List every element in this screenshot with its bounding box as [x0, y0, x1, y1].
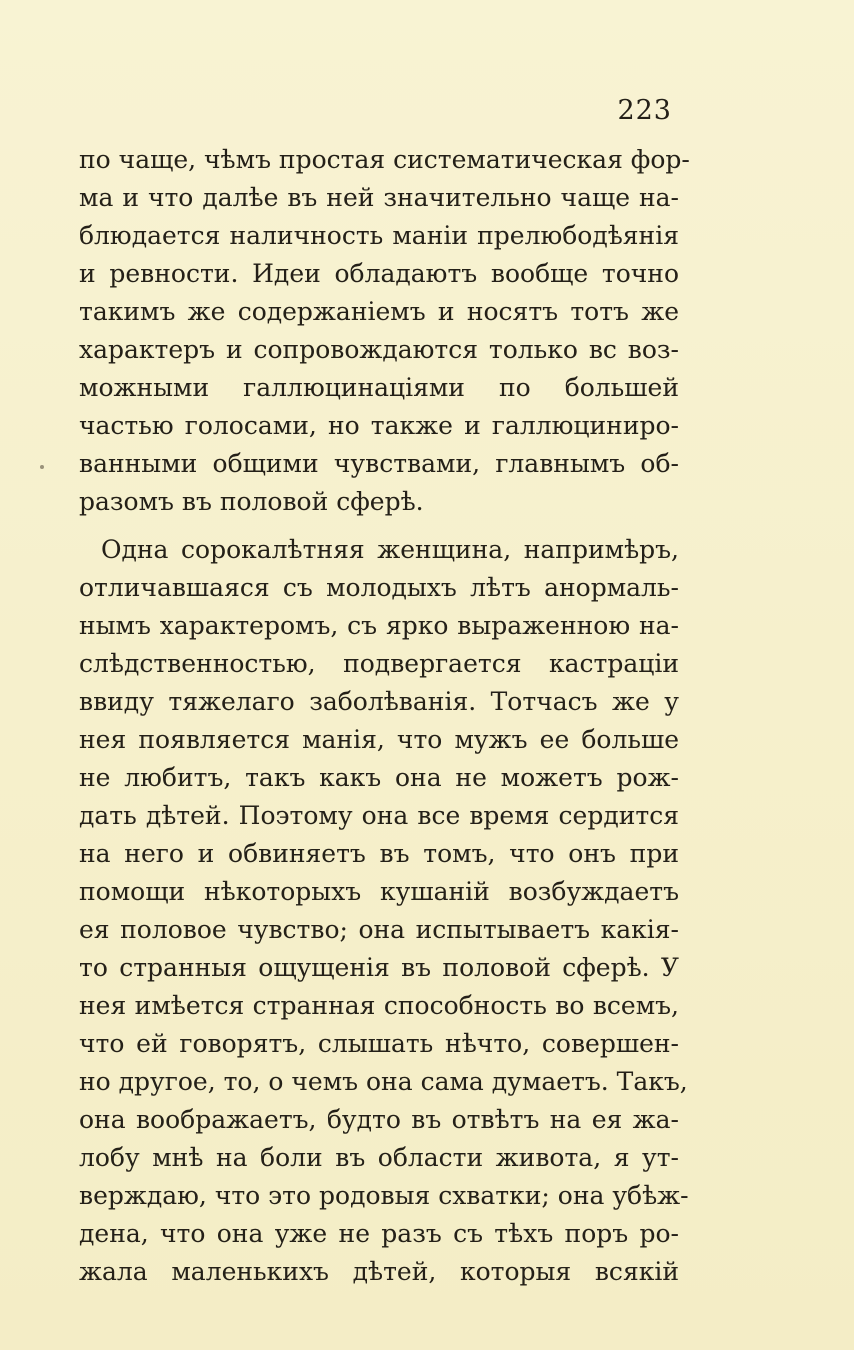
text-line: ма и что далѣе въ ней значительно чаще на- [79, 183, 679, 212]
text-line: разомъ въ половой сферѣ. [79, 487, 424, 516]
text-line: такимъ же содержаніемъ и носятъ тотъ же [79, 297, 679, 326]
text-line: ванными общими чувствами, главнымъ об- [79, 449, 679, 478]
paragraph-gap [79, 521, 679, 531]
text-line: слѣдственностью, подвергается кастраціи [79, 649, 679, 678]
margin-mark [40, 465, 44, 469]
text-line: помощи нѣкоторыхъ кушаній возбуждаетъ [79, 877, 679, 906]
text-line: верждаю, что это родовыя схватки; она убѣж- [79, 1181, 689, 1210]
paragraph-2 [79, 531, 689, 1291]
text-line: нымъ характеромъ, съ ярко выраженною на- [79, 611, 679, 640]
text-line: по чаще, чѣмъ простая систематическая фор- [79, 145, 690, 174]
text-line: характеръ и сопровождаются только вс воз- [79, 335, 679, 364]
text-line: нея имѣется странная способность во всемъ, [79, 991, 679, 1020]
text-line: ея половое чувство; она испытываетъ какія- [79, 915, 679, 944]
text-line: отличавшаяся съ молодыхъ лѣтъ анормаль- [79, 573, 679, 602]
text-line: частью голосами, но также и галлюциниро- [79, 411, 679, 440]
page-number: 223 [617, 95, 672, 126]
text-line: и ревности. Идеи обладаютъ вообще точно [79, 259, 679, 288]
text-line: блюдается наличность маніи прелюбодѣянія [79, 221, 679, 250]
text-line: но другое, то, о чемъ она сама думаетъ. Такъ, [79, 1067, 688, 1096]
text-line: на него и обвиняетъ въ томъ, что онъ при [79, 839, 679, 868]
text-line: ввиду тяжелаго заболѣванія. Тотчасъ же у [79, 687, 679, 716]
paragraph-1 [79, 141, 690, 521]
text-line: лобу мнѣ на боли въ области живота, я ут- [79, 1143, 679, 1172]
text-line: можными галлюцинаціями по большей [79, 373, 679, 402]
text-line: дена, что она уже не разъ съ тѣхъ поръ ро- [79, 1219, 679, 1248]
body-text [79, 141, 690, 1291]
text-line: Одна сорокалѣтняя женщина, напримѣръ, [101, 535, 679, 564]
text-line: не любитъ, такъ какъ она не можетъ рож- [79, 763, 679, 792]
text-line: что ей говорятъ, слышать нѣчто, совершен- [79, 1029, 679, 1058]
text-line: нея появляется манія, что мужъ ее больше [79, 725, 679, 754]
text-line: то странныя ощущенія въ половой сферѣ. У [79, 953, 679, 982]
text-line: жала маленькихъ дѣтей, которыя всякій [79, 1257, 679, 1286]
text-line: дать дѣтей. Поэтому она все время сердится [79, 801, 679, 830]
text-line: она воображаетъ, будто въ отвѣтъ на ея жа- [79, 1105, 679, 1134]
